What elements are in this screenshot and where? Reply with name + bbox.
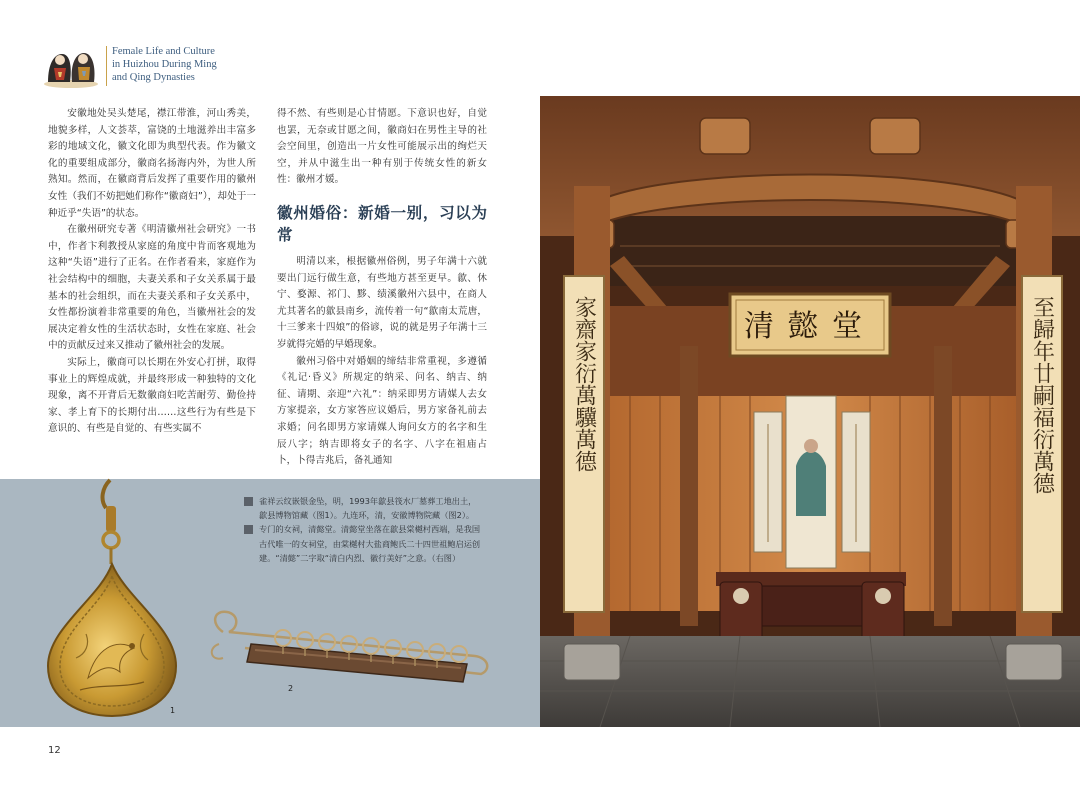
nine-linked-rings-image [205, 604, 495, 694]
left-couplet-text: 家齋家衍萬驥萬德 [571, 296, 597, 472]
header-divider [106, 46, 107, 86]
article-column-2 [277, 106, 487, 470]
caption-item [244, 494, 484, 522]
running-header [42, 42, 262, 92]
figure-1-label: 1 [170, 706, 176, 715]
section-title: 徽州婚俗：新婚一别，习以为常 [277, 202, 487, 244]
page-number: 12 [48, 745, 61, 756]
ancestral-hall-photo [540, 96, 1080, 727]
caption-bullet-square [244, 497, 253, 506]
paragraph: 明清以来，根据徽州俗例，男子年满十六就要出门远行做生意，有些地方甚至更早。歙、休宁、婺源、祁门、黟、绩溪徽州六县中，在商人尤其著名的歙县南乡，流传着一句“歙南太荒唐，十三爹来十四娘”的俗谚，说的就是男子年满十三岁就得完婚的早婚现象。 [277, 255, 487, 350]
plaque-text: 清懿堂 [744, 309, 876, 344]
caption-item [244, 522, 484, 565]
paragraph: 在徽州研究专著《明清徽州社会研究》一书中，作者卞利教授从家庭的角度中肯而客观地为这种“失语”进行了正名。在作者看来，家庭作为社会结构中的细胞，夫妻关系和子女关系属于最基本的社会组织，而在夫妻关系和子女关系中，女性都扮演着非常重要的角色，当徽州社会的发展决定着女性的生活状态时，女性在家庭、社会中的贡献反过来又推动了徽州社会的发展。 [48, 224, 256, 352]
article-column-1 [48, 106, 256, 438]
header-title: Female Life and Culture in Huizhou During Ming and Qing Dynasties [112, 46, 217, 83]
paragraph: 安徽地处吴头楚尾，襟江带淮，河山秀美，地貌多样，人文荟萃，富饶的土地滋养出丰富多彩的地域文化，徽文化即为典型代表。作为徽文化的重要组成部分，徽商名扬海内外，为世人所熟知。然而，在徽商背后发挥了重要作用的徽州女性（我们不妨把她们称作“徽商妇”），却处于一种近乎“失语”的状态。 [48, 108, 256, 219]
figure-2-label: 2 [288, 684, 294, 693]
caption-text: 雀祥云纹嵌银金坠，明，1993年歙县筏水厂墓葬工地出土，歙县博物馆藏（图1）。九连环，清，安徽博物院藏（图2）。 [259, 496, 477, 521]
caption-text: 专门的女祠，清懿堂。清懿堂坐落在歙县棠樾村西端，是我国古代唯一的女祠堂，由棠樾村大盐商鲍氏二十四世祖鲍启运创建。“清懿”二字取“清白内烈、徽行美好”之意。（右图） [259, 524, 481, 563]
figure-caption [244, 494, 484, 565]
paragraph-continued: 得不然、有些则是心甘情愿。下意识也好，自觉也罢，无奈或甘愿之间，徽商妇在男性主导的社会空间里，创造出一片女性可能展示出的绚烂天空，并从中滋生出一种有别于传统女性的新女性：徽州才媛。 [277, 108, 487, 186]
right-couplet-text: 至歸年廿嗣福衍萬德 [1029, 296, 1055, 494]
header-logo-illustration [42, 44, 100, 88]
paragraph: 徽州习俗中对婚姻的缔结非常重视，多遵循《礼记·昏义》所规定的纳采、问名、纳吉、纳征、请期、亲迎“六礼”：纳采即男方请媒人去女方家提亲，女方家答应议婚后，男方家备礼前去求婚；问名即男方家请媒人询问女方的名字和生辰八字；纳吉即将女子的名字、八字在祖庙占卜，卜得吉兆后，备礼通知 [277, 355, 487, 467]
paragraph: 实际上，徽商可以长期在外安心打拼，取得事业上的辉煌成就，并最终形成一种独特的文化现象，离不开背后无数徽商妇吃苦耐劳、勤俭持家、孝上育下的长期付出……这些行为有些是下意识的、有些是自觉的、有些实属不 [48, 356, 256, 435]
caption-bullet-square [244, 525, 253, 534]
gold-pendant-image [40, 478, 190, 718]
